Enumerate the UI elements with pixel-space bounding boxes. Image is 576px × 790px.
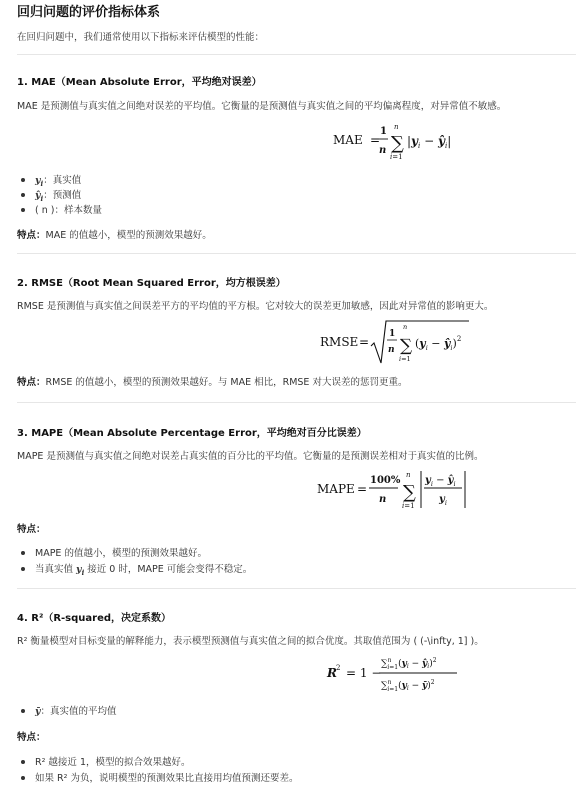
rmse-formula-lhs: RMSE (320, 335, 359, 349)
page-title: 回归问题的评价指标体系 (17, 5, 161, 20)
list-item: R² 越接近 1，模型的拟合效果越好。 (21, 754, 191, 768)
svg-text:∑: ∑ (391, 133, 404, 154)
svg-text:i=1: i=1 (390, 153, 403, 161)
list-item: $y_i$：真实值 (21, 172, 81, 188)
svg-text:=: = (357, 482, 368, 496)
svg-text:∑: ∑ (400, 336, 413, 356)
mae-description: MAE 是预测值与真实值之间绝对误差的平均值。它衡量的是预测值与真实值之间的平均偏离程度，对异常值不敏感。 (17, 101, 507, 112)
list-item: $ŷ_i$：预测值 (21, 187, 81, 203)
r2-heading: 4. R²（R-squared，决定系数） (17, 613, 172, 624)
svg-text:∑ni=1(yi − ŷi)2: ∑$^n$ $i=1(y_i$ − $ŷ_i)^2$ (381, 657, 437, 671)
list-item: 当真实值 $y_i$ 接近 0 时，MAPE 可能会变得不稳定。 (21, 561, 252, 577)
mape-formula (312, 466, 477, 516)
r2-description: R² 衡量模型对目标变量的解释能力，表示模型预测值与真实值之间的拟合优度。其取值范围为 ( (-\infty, 1] )。 (17, 636, 484, 647)
list-item: MAPE 的值越小，模型的预测效果越好。 (21, 545, 207, 559)
svg-text:n: n (379, 494, 387, 505)
svg-text:n: n (403, 323, 408, 331)
svg-text:n: n (388, 345, 395, 355)
svg-text:n: n (394, 123, 399, 131)
list-item: ȳ：真实值的平均值 (21, 703, 117, 717)
svg-text:1: 1 (380, 126, 387, 137)
rmse-feature: 特点：RMSE 的值越小，模型的预测效果越好。与 MAE 相比，RMSE 对大误差的惩罚更重。 (17, 377, 408, 388)
svg-text:i=1: i=1 (399, 355, 411, 363)
divider (17, 402, 576, 403)
mae-formula-lhs: MAE (333, 133, 363, 147)
mae-heading: 1. MAE（Mean Absolute Error，平均绝对误差） (17, 77, 262, 88)
divider (17, 253, 576, 254)
mape-heading: 3. MAPE（Mean Absolute Percentage Error，平均绝对百分比误差） (17, 428, 367, 439)
intro-text: 在回归问题中，我们通常使用以下指标来评估模型的性能： (17, 32, 265, 43)
mae-feature: 特点：MAE 的值越小，模型的预测效果越好。 (17, 230, 212, 241)
mae-formula (325, 118, 465, 164)
divider (17, 54, 576, 55)
svg-text:i=1: i=1 (402, 502, 415, 510)
r2-feature-label: 特点： (17, 732, 46, 743)
rmse-description: RMSE 是预测值与真实值之间误差平方的平均值的平方根。它对较大的误差更加敏感，因此对异常值的影响更大。 (17, 301, 494, 312)
mape-formula-numerator: 100% (370, 475, 401, 486)
svg-text:1: 1 (389, 329, 396, 339)
svg-text:n: n (406, 471, 411, 479)
svg-text:∑ni=1(yi − ȳ)2: ∑$^n$ $i=1(y_i$ − ȳ)$^2$ (381, 679, 435, 693)
svg-text:=: = (359, 335, 370, 349)
svg-text:2: 2 (336, 664, 341, 672)
mape-description: MAPE 是预测值与真实值之间绝对误差占真实值的百分比的平均值。它衡量的是预测误差相对于真实值的比例。 (17, 451, 484, 462)
divider (17, 588, 576, 589)
svg-text:R: R (327, 666, 337, 680)
mape-feature-label: 特点： (17, 524, 46, 535)
rmse-heading: 2. RMSE（Root Mean Squared Error，均方根误差） (17, 278, 286, 289)
svg-text:∑: ∑ (403, 482, 416, 503)
r2-formula (323, 651, 473, 695)
svg-text:(yi − ŷi)2: ($y_i$ − $ŷ_i)^2$ (415, 335, 462, 352)
list-item: ( n )：样本数量 (21, 202, 102, 216)
svg-text:=: = (370, 133, 381, 147)
svg-text:= 1 −: = 1 − (346, 666, 382, 680)
list-item: 如果 R² 为负，说明模型的预测效果比直接用均值预测还要差。 (21, 770, 298, 784)
rmse-formula (315, 318, 475, 368)
svg-text:n: n (379, 145, 387, 156)
svg-text:|yi − ŷi|: $|y_i$ − $ŷ_i|$ (407, 134, 452, 150)
svg-text:yi − ŷi: $y_i$ − $ŷ_i$ (425, 475, 456, 488)
mape-formula-lhs: MAPE (317, 482, 355, 496)
svg-text:yi: $y_i$ (439, 494, 447, 507)
